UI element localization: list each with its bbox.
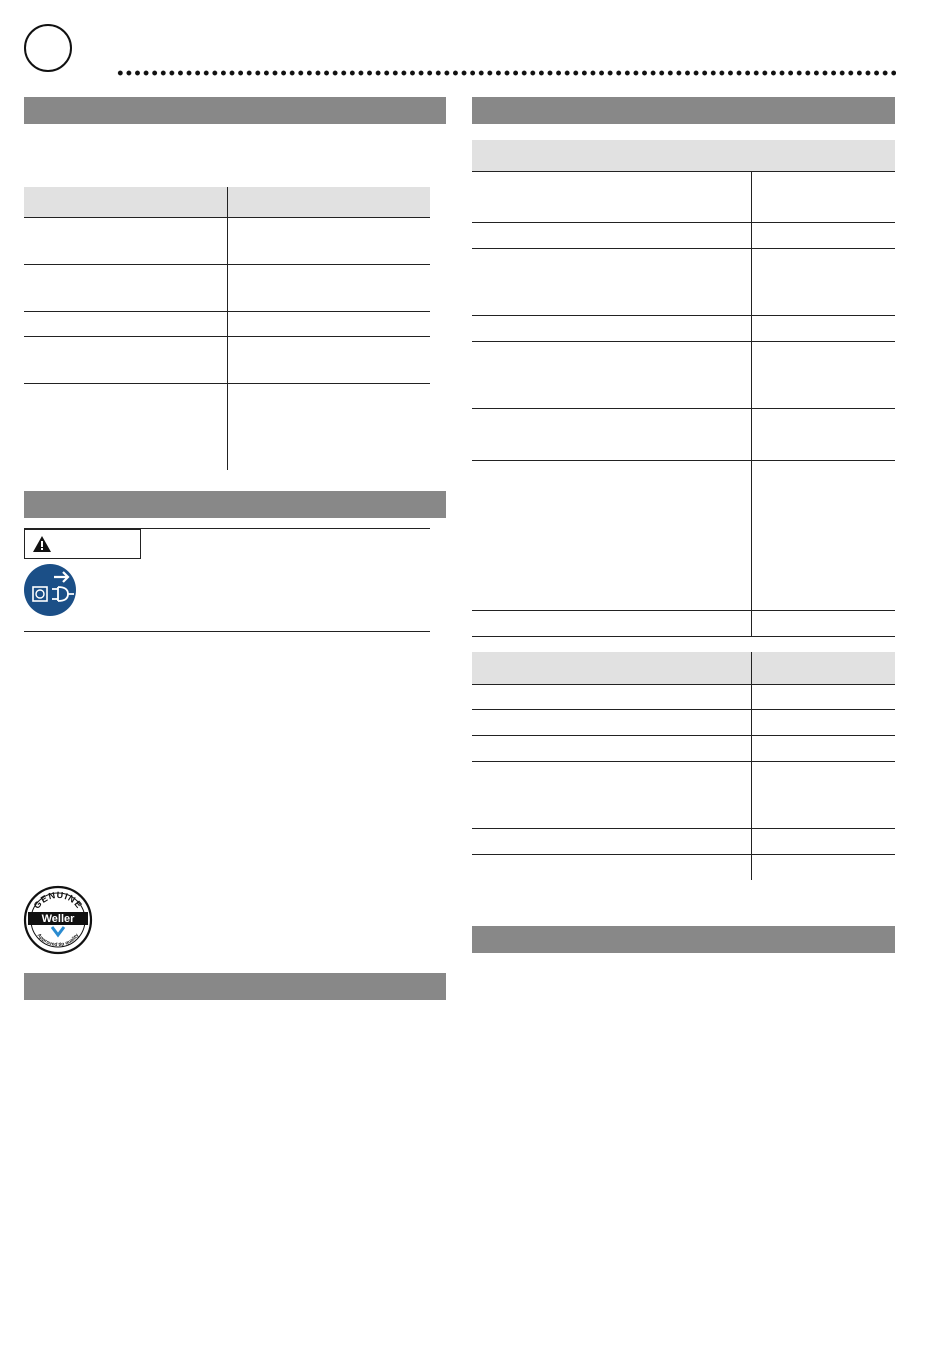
- weller-genuine-seal-icon: [23, 885, 93, 955]
- left-table-rule: [24, 217, 430, 218]
- right-table2-rule: [472, 709, 895, 710]
- language-badge: [24, 24, 72, 72]
- left-table-rule: [24, 383, 430, 384]
- right-table1-rule: [472, 222, 895, 223]
- right-table1-rule: [472, 315, 895, 316]
- right-table2-rule: [472, 828, 895, 829]
- right-table1-rule: [472, 460, 895, 461]
- unplug-icon: [24, 564, 76, 616]
- left-table-rule: [24, 336, 430, 337]
- seal-brand: Weller: [41, 913, 75, 925]
- warning-label-box: [24, 529, 141, 559]
- right-table1-rule: [472, 341, 895, 342]
- right-table2-header: [472, 652, 895, 684]
- header-dotted-rule: [116, 69, 896, 77]
- seal-top-text: GENUINE: [31, 889, 85, 911]
- right-table2-rule: [472, 684, 895, 685]
- left-table-column-divider: [227, 187, 228, 470]
- right-table1-rule: [472, 408, 895, 409]
- right-table2-column-divider: [751, 652, 752, 880]
- section-bar-left-1: [24, 97, 446, 124]
- right-table1-header: [472, 140, 895, 171]
- section-bar-left-3: [24, 973, 446, 1000]
- section-bar-right-2: [472, 926, 895, 953]
- warning-triangle-icon: [33, 536, 51, 552]
- seal-bottom-text: Approved tip quality: [35, 932, 81, 949]
- warning-bottom-rule: [24, 631, 430, 632]
- left-table-rule: [24, 264, 430, 265]
- right-table1-rule: [472, 636, 895, 637]
- right-table2-rule: [472, 854, 895, 855]
- right-table1-rule: [472, 248, 895, 249]
- left-table-rule: [24, 311, 430, 312]
- right-table1-rule: [472, 171, 895, 172]
- right-table1-column-divider: [751, 171, 752, 636]
- section-bar-left-2: [24, 491, 446, 518]
- right-table1-rule: [472, 610, 895, 611]
- right-table2-rule: [472, 735, 895, 736]
- right-table2-rule: [472, 761, 895, 762]
- section-bar-right-1: [472, 97, 895, 124]
